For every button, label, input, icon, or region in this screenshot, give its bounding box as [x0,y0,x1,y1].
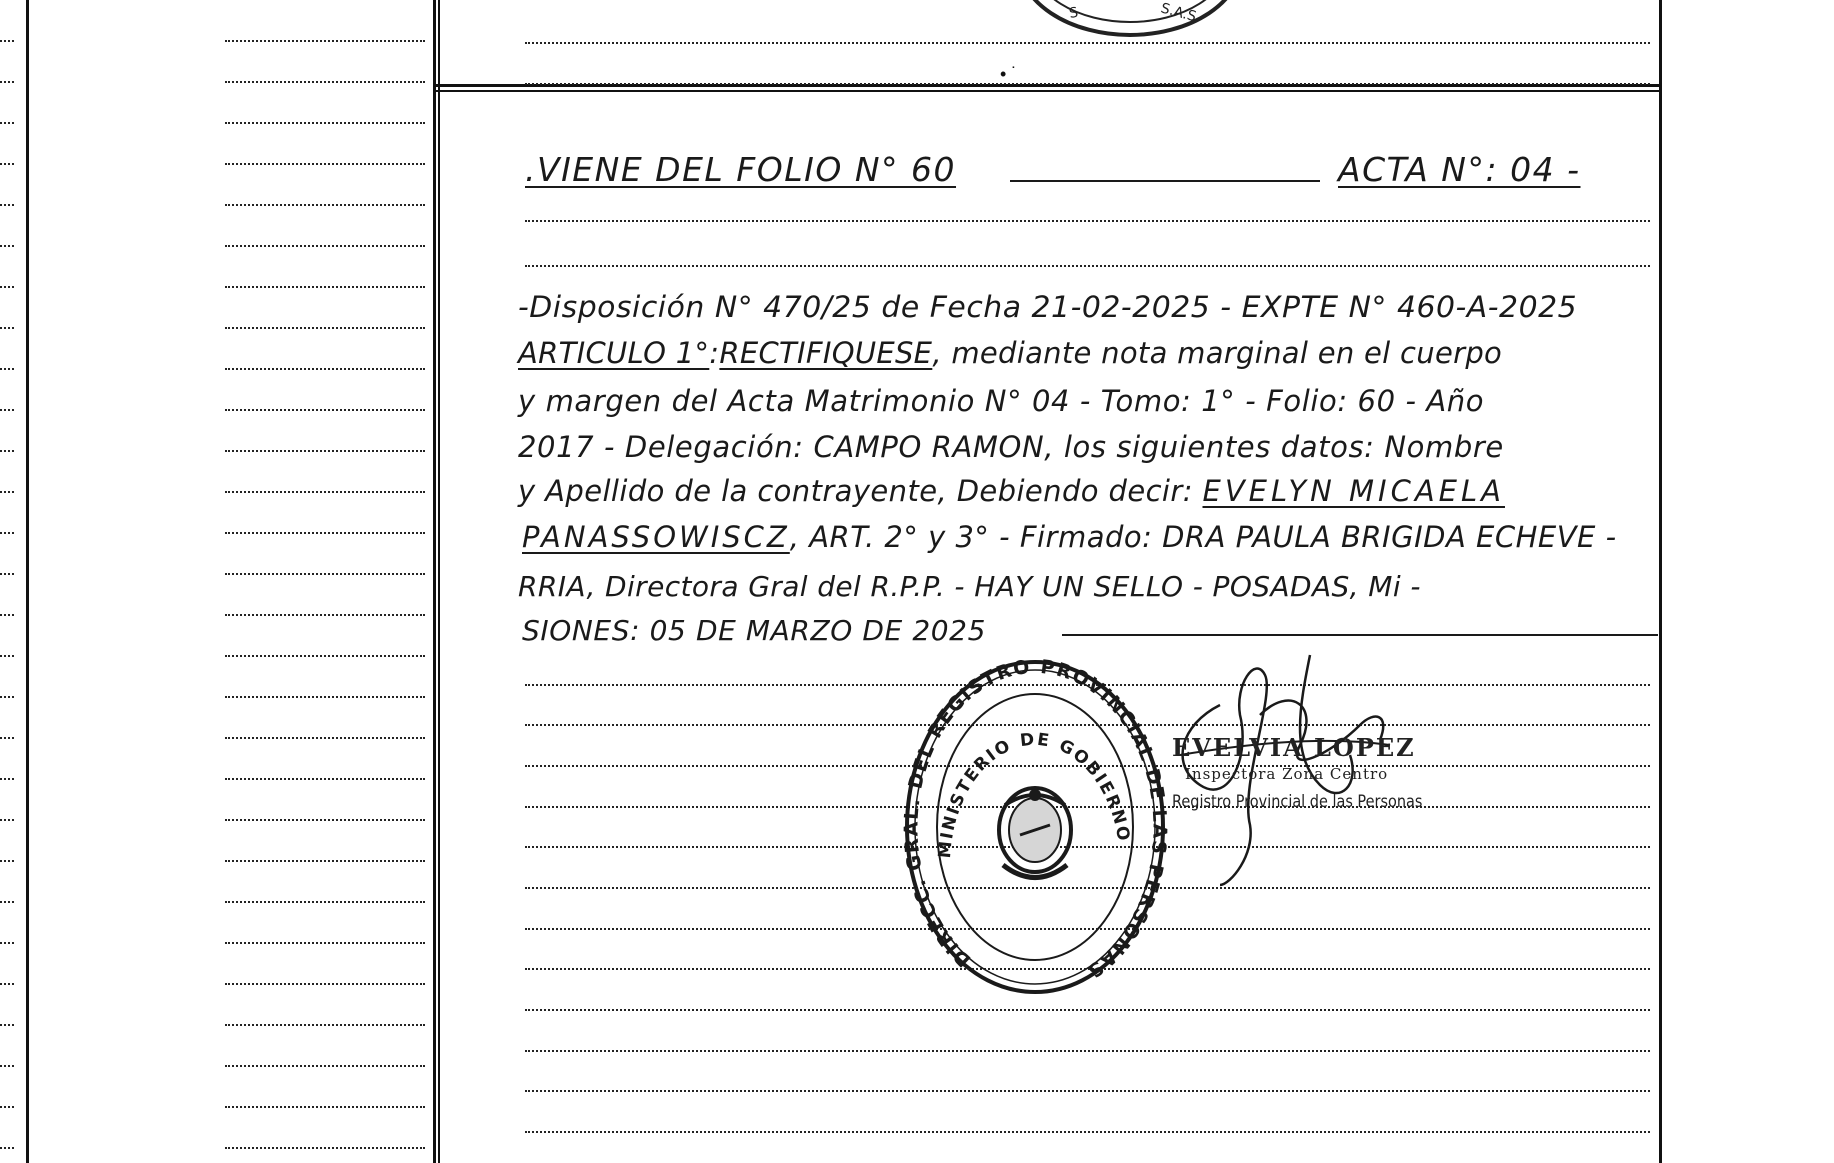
ruled-line [225,491,425,493]
apellido-text: y Apellido de la contrayente, Debiendo decir: [518,474,1193,508]
edge-mark [0,1106,14,1108]
edge-mark [0,368,14,370]
edge-mark [0,860,14,862]
name-line [522,520,1617,554]
ruled-line [225,204,425,206]
entry-top-rule-inner [436,90,1660,92]
edge-mark [0,655,14,657]
margen-line: y margen del Acta Matrimonio N° 04 - Tomo: 1° - Folio: 60 - Año [518,384,1485,418]
edge-mark [0,737,14,739]
edge-mark [0,942,14,944]
contrayente-first-names: EVELYN MICAELA [1202,474,1505,508]
ruled-line [225,860,425,862]
date-line: SIONES: 05 DE MARZO DE 2025 [522,614,986,647]
ruled-line [225,696,425,698]
acta-number: ACTA N°: 04 - [1338,150,1581,189]
top-stamp-fragment [1010,0,1250,45]
ruled-line [225,368,425,370]
directora-line: RRIA, Directora Gral del R.P.P. - HAY UN SELLO - POSADAS, Mi - [518,570,1421,603]
ruled-line [225,122,425,124]
ruled-line [225,245,425,247]
coat-of-arms-icon [999,788,1071,878]
header-fill-line [1010,180,1320,182]
rectifiquese-word: RECTIFIQUESE [719,336,933,370]
official-stamp [895,655,1175,1000]
signatory-name: EVELVIA LOPEZ [1172,733,1416,762]
edge-mark [0,1024,14,1026]
header-line: .VIENE DEL FOLIO N° 60 [525,150,957,189]
ruled-line [225,983,425,985]
ruled-line [225,81,425,83]
ruled-line [525,1090,1650,1092]
articulo-line [518,336,1502,370]
column-divider-rule [433,0,436,1163]
edge-mark [0,40,14,42]
edge-mark [0,122,14,124]
edge-mark [0,163,14,165]
ruled-line [225,819,425,821]
edge-mark [0,983,14,985]
name-line-rest: , ART. 2° y 3° - Firmado: DRA PAULA BRIGIDA ECHEVE - [789,520,1617,554]
edge-mark [0,491,14,493]
svg-text:S.A.S: S.A.S [1158,0,1198,26]
articulo-rest: , mediante nota marginal en el cuerpo [932,336,1503,370]
edge-mark [0,245,14,247]
date-fill-line [1062,634,1658,636]
delegacion-line: 2017 - Delegación: CAMPO RAMON, los siguientes datos: Nombre [518,430,1504,464]
ruled-line [225,942,425,944]
entry-left-rule [438,0,440,1163]
ruled-line [525,1050,1650,1052]
ruled-line [525,1131,1650,1133]
ruled-line [225,655,425,657]
contrayente-surname: PANASSOWISCZ [522,520,790,554]
signatory-office: Registro Provincial de las Personas [1172,792,1423,812]
edge-mark [0,450,14,452]
ruled-line [525,1009,1650,1011]
edge-mark [0,327,14,329]
edge-mark [0,696,14,698]
edge-mark [0,573,14,575]
stamp-outer-text: DIRECC. GRAL. DEL REGISTRO PROVINCIAL DE LAS PERSONAS [900,655,1171,983]
ruled-line [225,450,425,452]
ruled-line [225,778,425,780]
ruled-line [225,1147,425,1149]
ruled-line [225,901,425,903]
articulo-label: ARTICULO 1° [518,336,710,370]
ruled-line [225,573,425,575]
edge-mark [0,1065,14,1067]
ruled-line [225,1065,425,1067]
edge-mark [0,532,14,534]
stamp-inner-text: MINISTERIO DE GOBIERNO [934,729,1134,860]
ruled-line [525,83,1650,85]
ruled-line [225,409,425,411]
apellido-line [518,474,1505,508]
disposicion-line: -Disposición N° 470/25 de Fecha 21-02-2025 - EXPTE N° 460-A-2025 [518,290,1578,324]
right-margin-rule [1659,0,1662,1163]
svg-text:S: S [1067,4,1080,22]
edge-mark [0,204,14,206]
ruled-line [225,40,425,42]
ruled-line [225,614,425,616]
ruled-line [225,1024,425,1026]
ruled-line [225,286,425,288]
articulo-colon: : [709,336,720,370]
edge-mark [0,901,14,903]
edge-mark [0,81,14,83]
ruled-line [225,737,425,739]
edge-mark [0,286,14,288]
ruled-line [525,220,1650,222]
left-margin-rule [26,0,29,1163]
ruled-line [225,327,425,329]
ruled-line [525,265,1650,267]
edge-mark [0,819,14,821]
ruled-line [225,532,425,534]
edge-mark [0,778,14,780]
signatory-title: Inspectora Zona Centro [1185,765,1389,783]
edge-mark [0,1147,14,1149]
ruled-line [225,163,425,165]
edge-mark [0,614,14,616]
stray-mark: • ˙ [1000,64,1018,84]
ruled-line [225,1106,425,1108]
edge-mark [0,409,14,411]
